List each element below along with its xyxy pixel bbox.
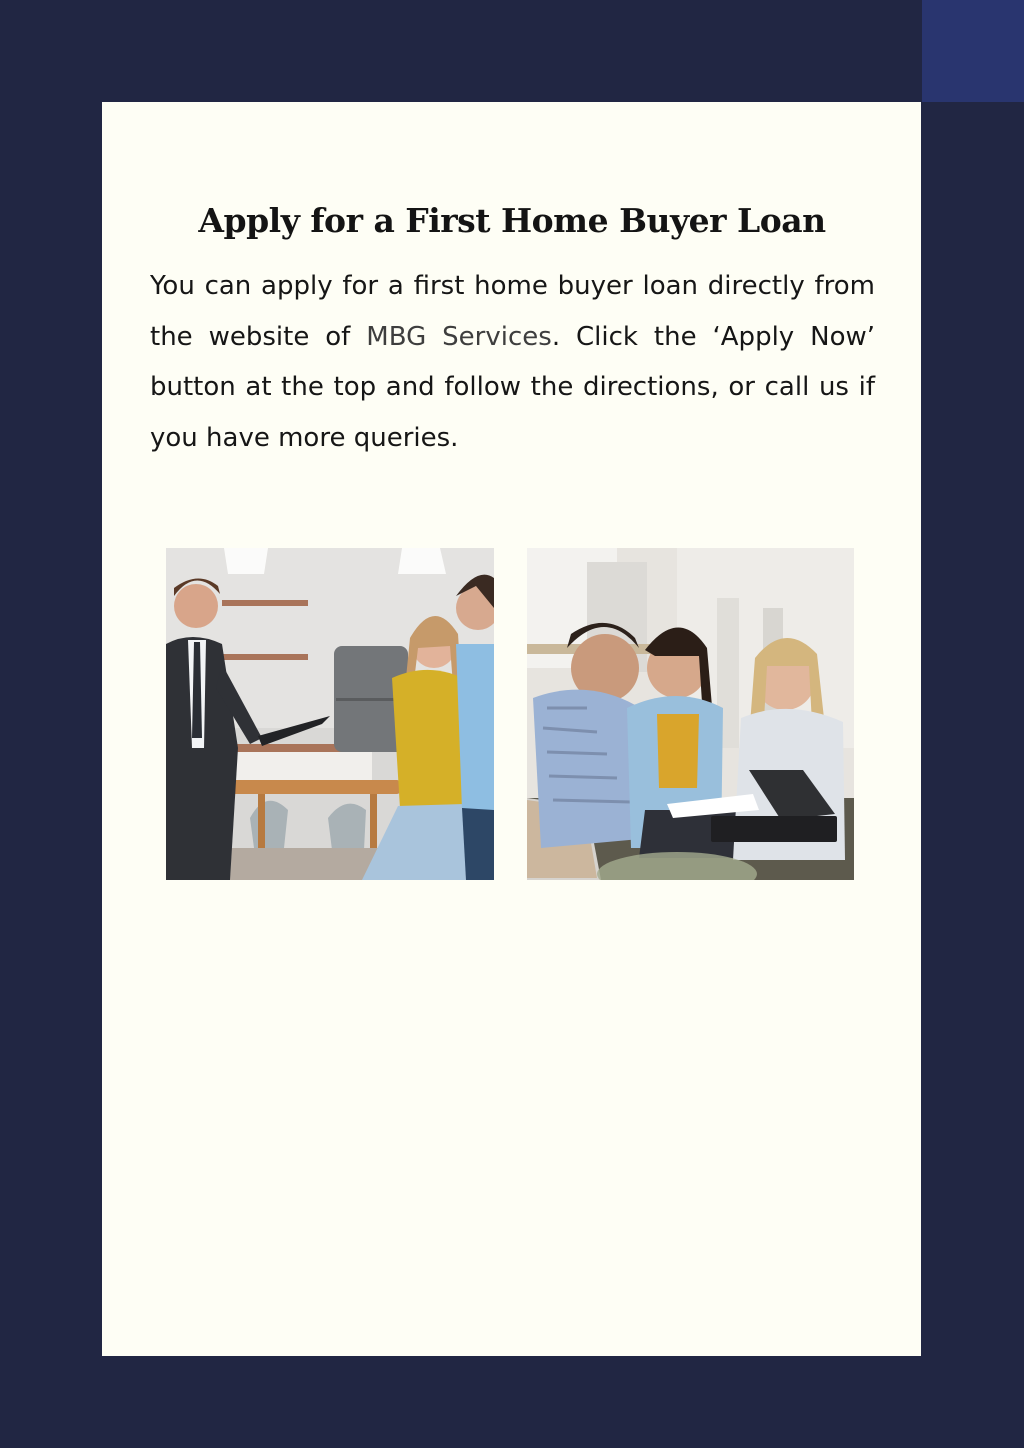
paragraph-text-end: . Click the ‘Apply Now’ button at the top and follow the directions, or call us if you have more queries. <box>150 321 875 453</box>
mbg-services-link[interactable]: MBG Services <box>366 321 552 352</box>
paragraph-text-start: You can apply for a first home buyer loan directly from the website of <box>150 271 875 352</box>
agent-with-couple-photo <box>166 548 494 880</box>
page-title: Apply for a First Home Buyer Loan <box>198 201 826 240</box>
intro-paragraph <box>150 261 875 463</box>
couple-signing-documents-photo <box>527 548 854 880</box>
corner-accent-block <box>922 0 1024 102</box>
